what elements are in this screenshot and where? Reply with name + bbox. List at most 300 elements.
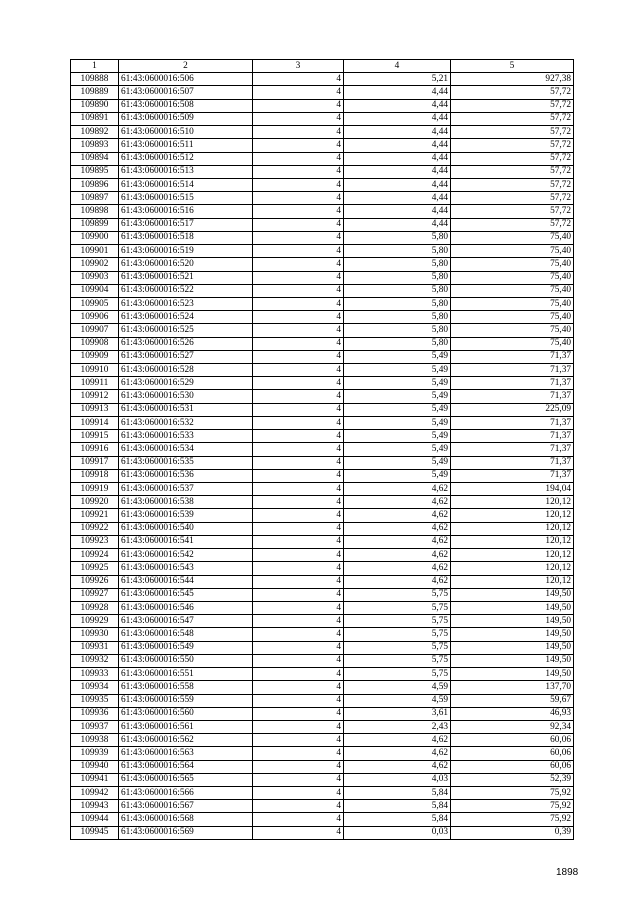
table-cell-col-5: 46,93 bbox=[451, 707, 574, 720]
table-cell-col-5: 149,50 bbox=[451, 668, 574, 681]
table-cell-col-1: 109937 bbox=[71, 720, 119, 733]
table-cell-col-3: 4 bbox=[253, 562, 344, 575]
table-row bbox=[71, 205, 574, 218]
table-cell-col-3: 4 bbox=[253, 311, 344, 324]
table-cell-col-2: 61:43:0600016:530 bbox=[119, 390, 253, 403]
table-cell-col-3: 4 bbox=[253, 139, 344, 152]
table-row bbox=[71, 654, 574, 667]
table-cell-col-5: 120,12 bbox=[451, 562, 574, 575]
table-cell-col-5: 120,12 bbox=[451, 535, 574, 548]
table-cell-col-3: 4 bbox=[253, 390, 344, 403]
table-cell-col-1: 109934 bbox=[71, 681, 119, 694]
table-row bbox=[71, 601, 574, 614]
table-cell-col-3: 4 bbox=[253, 297, 344, 310]
table-cell-col-4: 5,49 bbox=[344, 443, 451, 456]
table-cell-col-3: 4 bbox=[253, 271, 344, 284]
table-cell-col-3: 4 bbox=[253, 443, 344, 456]
table-cell-col-3: 4 bbox=[253, 350, 344, 363]
table-cell-col-2: 61:43:0600016:541 bbox=[119, 535, 253, 548]
table-cell-col-5: 149,50 bbox=[451, 654, 574, 667]
table-row bbox=[71, 681, 574, 694]
table-cell-col-4: 4,62 bbox=[344, 734, 451, 747]
table-cell-col-3: 4 bbox=[253, 760, 344, 773]
table-row bbox=[71, 99, 574, 112]
table-cell-col-3: 4 bbox=[253, 73, 344, 86]
table-cell-col-1: 109911 bbox=[71, 377, 119, 390]
table-cell-col-5: 60,06 bbox=[451, 747, 574, 760]
table-cell-col-4: 4,59 bbox=[344, 694, 451, 707]
table-cell-col-5: 57,72 bbox=[451, 99, 574, 112]
table-cell-col-4: 5,80 bbox=[344, 337, 451, 350]
table-cell-col-4: 5,75 bbox=[344, 668, 451, 681]
table-cell-col-2: 61:43:0600016:540 bbox=[119, 522, 253, 535]
table-row bbox=[71, 416, 574, 429]
table-cell-col-2: 61:43:0600016:510 bbox=[119, 126, 253, 139]
table-cell-col-3: 4 bbox=[253, 403, 344, 416]
table-cell-col-5: 120,12 bbox=[451, 522, 574, 535]
table-row bbox=[71, 496, 574, 509]
table-cell-col-2: 61:43:0600016:547 bbox=[119, 615, 253, 628]
table-cell-col-2: 61:43:0600016:537 bbox=[119, 483, 253, 496]
table-cell-col-4: 4,62 bbox=[344, 522, 451, 535]
table-cell-col-1: 109916 bbox=[71, 443, 119, 456]
table-row bbox=[71, 126, 574, 139]
table-cell-col-2: 61:43:0600016:525 bbox=[119, 324, 253, 337]
table-cell-col-5: 71,37 bbox=[451, 350, 574, 363]
table-cell-col-4: 5,49 bbox=[344, 403, 451, 416]
table-cell-col-1: 109907 bbox=[71, 324, 119, 337]
table-cell-col-5: 92,34 bbox=[451, 720, 574, 733]
table-cell-col-1: 109899 bbox=[71, 218, 119, 231]
table-cell-col-2: 61:43:0600016:562 bbox=[119, 734, 253, 747]
table-cell-col-3: 4 bbox=[253, 535, 344, 548]
table-cell-col-4: 4,62 bbox=[344, 575, 451, 588]
table-row bbox=[71, 112, 574, 125]
table-cell-col-4: 5,49 bbox=[344, 456, 451, 469]
table-cell-col-3: 4 bbox=[253, 575, 344, 588]
table-cell-col-5: 149,50 bbox=[451, 588, 574, 601]
table-cell-col-4: 5,80 bbox=[344, 245, 451, 258]
table-cell-col-1: 109927 bbox=[71, 588, 119, 601]
table-cell-col-1: 109910 bbox=[71, 364, 119, 377]
table-cell-col-1: 109891 bbox=[71, 112, 119, 125]
table-cell-col-1: 109930 bbox=[71, 628, 119, 641]
table-cell-col-5: 75,92 bbox=[451, 787, 574, 800]
table-cell-col-4: 4,62 bbox=[344, 535, 451, 548]
table-row bbox=[71, 535, 574, 548]
table-cell-col-5: 57,72 bbox=[451, 178, 574, 191]
table-cell-col-2: 61:43:0600016:569 bbox=[119, 826, 253, 839]
table-cell-col-1: 109924 bbox=[71, 549, 119, 562]
table-cell-col-4: 5,75 bbox=[344, 628, 451, 641]
table-cell-col-5: 120,12 bbox=[451, 549, 574, 562]
table-cell-col-2: 61:43:0600016:507 bbox=[119, 86, 253, 99]
table-cell-col-3: 4 bbox=[253, 509, 344, 522]
table-cell-col-2: 61:43:0600016:524 bbox=[119, 311, 253, 324]
table-cell-col-5: 75,40 bbox=[451, 284, 574, 297]
table-cell-col-4: 4,44 bbox=[344, 99, 451, 112]
table-cell-col-3: 4 bbox=[253, 245, 344, 258]
table-cell-col-4: 4,62 bbox=[344, 549, 451, 562]
table-cell-col-4: 5,49 bbox=[344, 377, 451, 390]
table-row bbox=[71, 73, 574, 86]
table-row bbox=[71, 747, 574, 760]
table-body bbox=[71, 73, 574, 840]
table-cell-col-4: 5,49 bbox=[344, 416, 451, 429]
table-cell-col-1: 109917 bbox=[71, 456, 119, 469]
table-cell-col-4: 5,80 bbox=[344, 297, 451, 310]
table-cell-col-3: 4 bbox=[253, 588, 344, 601]
table-cell-col-3: 4 bbox=[253, 615, 344, 628]
table-cell-col-1: 109935 bbox=[71, 694, 119, 707]
table-cell-col-5: 57,72 bbox=[451, 139, 574, 152]
table-row bbox=[71, 456, 574, 469]
table-cell-col-4: 5,80 bbox=[344, 324, 451, 337]
table-cell-col-1: 109900 bbox=[71, 231, 119, 244]
table-cell-col-4: 5,21 bbox=[344, 73, 451, 86]
table-row bbox=[71, 800, 574, 813]
table-cell-col-2: 61:43:0600016:508 bbox=[119, 99, 253, 112]
table-cell-col-2: 61:43:0600016:526 bbox=[119, 337, 253, 350]
table-row bbox=[71, 218, 574, 231]
table-cell-col-2: 61:43:0600016:542 bbox=[119, 549, 253, 562]
table-cell-col-2: 61:43:0600016:523 bbox=[119, 297, 253, 310]
table-cell-col-3: 4 bbox=[253, 549, 344, 562]
table-cell-col-3: 4 bbox=[253, 668, 344, 681]
table-cell-col-3: 4 bbox=[253, 469, 344, 482]
table-cell-col-4: 5,75 bbox=[344, 641, 451, 654]
table-cell-col-4: 4,44 bbox=[344, 112, 451, 125]
table-row bbox=[71, 377, 574, 390]
table-row bbox=[71, 443, 574, 456]
table-cell-col-4: 5,80 bbox=[344, 271, 451, 284]
table-cell-col-3: 4 bbox=[253, 522, 344, 535]
table-cell-col-5: 71,37 bbox=[451, 364, 574, 377]
table-cell-col-2: 61:43:0600016:529 bbox=[119, 377, 253, 390]
table-cell-col-2: 61:43:0600016:509 bbox=[119, 112, 253, 125]
table-cell-col-1: 109913 bbox=[71, 403, 119, 416]
table-cell-col-1: 109890 bbox=[71, 99, 119, 112]
table-cell-col-1: 109896 bbox=[71, 178, 119, 191]
table-row bbox=[71, 152, 574, 165]
table-cell-col-5: 71,37 bbox=[451, 416, 574, 429]
table-cell-col-5: 71,37 bbox=[451, 469, 574, 482]
table-cell-col-3: 4 bbox=[253, 720, 344, 733]
table-cell-col-5: 75,40 bbox=[451, 271, 574, 284]
table-cell-col-4: 4,44 bbox=[344, 152, 451, 165]
table-cell-col-1: 109906 bbox=[71, 311, 119, 324]
table-cell-col-2: 61:43:0600016:533 bbox=[119, 430, 253, 443]
table-row bbox=[71, 787, 574, 800]
table-cell-col-2: 61:43:0600016:558 bbox=[119, 681, 253, 694]
table-cell-col-1: 109908 bbox=[71, 337, 119, 350]
table-cell-col-2: 61:43:0600016:545 bbox=[119, 588, 253, 601]
table-cell-col-1: 109905 bbox=[71, 297, 119, 310]
table-cell-col-1: 109942 bbox=[71, 787, 119, 800]
table-cell-col-3: 4 bbox=[253, 601, 344, 614]
table-cell-col-4: 4,44 bbox=[344, 192, 451, 205]
table-cell-col-1: 109912 bbox=[71, 390, 119, 403]
table-cell-col-3: 4 bbox=[253, 258, 344, 271]
table-cell-col-2: 61:43:0600016:546 bbox=[119, 601, 253, 614]
table-row bbox=[71, 245, 574, 258]
table-row bbox=[71, 231, 574, 244]
table-cell-col-3: 4 bbox=[253, 813, 344, 826]
table-row bbox=[71, 641, 574, 654]
column-header-5: 5 bbox=[451, 60, 574, 73]
table-cell-col-1: 109936 bbox=[71, 707, 119, 720]
table-row bbox=[71, 258, 574, 271]
table-cell-col-5: 71,37 bbox=[451, 443, 574, 456]
table-row bbox=[71, 311, 574, 324]
table-cell-col-5: 75,92 bbox=[451, 813, 574, 826]
table-cell-col-4: 4,62 bbox=[344, 509, 451, 522]
table-cell-col-5: 120,12 bbox=[451, 575, 574, 588]
table-cell-col-5: 71,37 bbox=[451, 430, 574, 443]
table-cell-col-5: 57,72 bbox=[451, 205, 574, 218]
table-cell-col-5: 71,37 bbox=[451, 377, 574, 390]
table-cell-col-1: 109929 bbox=[71, 615, 119, 628]
table-row bbox=[71, 668, 574, 681]
column-header-2: 2 bbox=[119, 60, 253, 73]
table-cell-col-1: 109901 bbox=[71, 245, 119, 258]
table-cell-col-4: 4,62 bbox=[344, 760, 451, 773]
table-cell-col-5: 52,39 bbox=[451, 773, 574, 786]
table-cell-col-2: 61:43:0600016:550 bbox=[119, 654, 253, 667]
table-cell-col-3: 4 bbox=[253, 773, 344, 786]
table-cell-col-4: 5,49 bbox=[344, 390, 451, 403]
table-row bbox=[71, 390, 574, 403]
table-cell-col-5: 59,67 bbox=[451, 694, 574, 707]
table-cell-col-5: 57,72 bbox=[451, 126, 574, 139]
table-cell-col-2: 61:43:0600016:551 bbox=[119, 668, 253, 681]
table-row bbox=[71, 509, 574, 522]
table-cell-col-2: 61:43:0600016:519 bbox=[119, 245, 253, 258]
table-row bbox=[71, 694, 574, 707]
table-cell-col-2: 61:43:0600016:521 bbox=[119, 271, 253, 284]
table-cell-col-4: 5,49 bbox=[344, 350, 451, 363]
table-cell-col-5: 149,50 bbox=[451, 615, 574, 628]
table-cell-col-3: 4 bbox=[253, 152, 344, 165]
table-cell-col-4: 2,43 bbox=[344, 720, 451, 733]
table-cell-col-1: 109889 bbox=[71, 86, 119, 99]
table-cell-col-2: 61:43:0600016:527 bbox=[119, 350, 253, 363]
header-row bbox=[71, 60, 574, 73]
table-cell-col-4: 5,75 bbox=[344, 588, 451, 601]
table-cell-col-5: 57,72 bbox=[451, 165, 574, 178]
table-row bbox=[71, 707, 574, 720]
table-cell-col-2: 61:43:0600016:528 bbox=[119, 364, 253, 377]
table-row bbox=[71, 813, 574, 826]
table-cell-col-2: 61:43:0600016:515 bbox=[119, 192, 253, 205]
table-cell-col-3: 4 bbox=[253, 641, 344, 654]
table-row bbox=[71, 364, 574, 377]
column-header-4: 4 bbox=[344, 60, 451, 73]
table-cell-col-5: 75,92 bbox=[451, 800, 574, 813]
table-cell-col-5: 149,50 bbox=[451, 601, 574, 614]
table-cell-col-3: 4 bbox=[253, 284, 344, 297]
table-cell-col-5: 75,40 bbox=[451, 258, 574, 271]
table-cell-col-3: 4 bbox=[253, 205, 344, 218]
table-cell-col-3: 4 bbox=[253, 377, 344, 390]
table-row bbox=[71, 522, 574, 535]
table-cell-col-2: 61:43:0600016:516 bbox=[119, 205, 253, 218]
table-row bbox=[71, 178, 574, 191]
table-cell-col-1: 109923 bbox=[71, 535, 119, 548]
table-cell-col-1: 109919 bbox=[71, 483, 119, 496]
table-cell-col-3: 4 bbox=[253, 178, 344, 191]
table-cell-col-3: 4 bbox=[253, 483, 344, 496]
table-cell-col-2: 61:43:0600016:566 bbox=[119, 787, 253, 800]
table-row bbox=[71, 588, 574, 601]
table-row bbox=[71, 826, 574, 839]
table-cell-col-5: 57,72 bbox=[451, 112, 574, 125]
table-cell-col-5: 57,72 bbox=[451, 86, 574, 99]
table-cell-col-2: 61:43:0600016:559 bbox=[119, 694, 253, 707]
table-row bbox=[71, 139, 574, 152]
table-cell-col-1: 109894 bbox=[71, 152, 119, 165]
table-row bbox=[71, 165, 574, 178]
table-cell-col-1: 109904 bbox=[71, 284, 119, 297]
table-cell-col-4: 4,44 bbox=[344, 218, 451, 231]
table-cell-col-3: 4 bbox=[253, 192, 344, 205]
table-cell-col-4: 5,49 bbox=[344, 430, 451, 443]
table-cell-col-2: 61:43:0600016:549 bbox=[119, 641, 253, 654]
table-cell-col-4: 0,03 bbox=[344, 826, 451, 839]
table-cell-col-4: 5,75 bbox=[344, 654, 451, 667]
table-row bbox=[71, 628, 574, 641]
table-row bbox=[71, 734, 574, 747]
table-cell-col-1: 109914 bbox=[71, 416, 119, 429]
table-cell-col-4: 4,62 bbox=[344, 496, 451, 509]
table-cell-col-2: 61:43:0600016:563 bbox=[119, 747, 253, 760]
table-cell-col-4: 5,49 bbox=[344, 364, 451, 377]
table-cell-col-3: 4 bbox=[253, 218, 344, 231]
table-cell-col-3: 4 bbox=[253, 826, 344, 839]
table-cell-col-4: 5,75 bbox=[344, 601, 451, 614]
table-cell-col-4: 5,80 bbox=[344, 284, 451, 297]
table-row bbox=[71, 760, 574, 773]
table-cell-col-1: 109928 bbox=[71, 601, 119, 614]
table-cell-col-2: 61:43:0600016:535 bbox=[119, 456, 253, 469]
table-cell-col-2: 61:43:0600016:538 bbox=[119, 496, 253, 509]
table-cell-col-2: 61:43:0600016:548 bbox=[119, 628, 253, 641]
table-row bbox=[71, 483, 574, 496]
column-header-1: 1 bbox=[71, 60, 119, 73]
table-cell-col-5: 75,40 bbox=[451, 297, 574, 310]
table-cell-col-3: 4 bbox=[253, 496, 344, 509]
table-cell-col-5: 57,72 bbox=[451, 218, 574, 231]
table-row bbox=[71, 549, 574, 562]
table-cell-col-1: 109943 bbox=[71, 800, 119, 813]
table-cell-col-5: 57,72 bbox=[451, 152, 574, 165]
table-cell-col-1: 109939 bbox=[71, 747, 119, 760]
table-cell-col-5: 75,40 bbox=[451, 337, 574, 350]
table-row bbox=[71, 271, 574, 284]
table-cell-col-4: 4,44 bbox=[344, 178, 451, 191]
table-cell-col-4: 4,44 bbox=[344, 139, 451, 152]
table-cell-col-4: 4,44 bbox=[344, 86, 451, 99]
table-cell-col-1: 109897 bbox=[71, 192, 119, 205]
table-cell-col-1: 109941 bbox=[71, 773, 119, 786]
table-cell-col-1: 109915 bbox=[71, 430, 119, 443]
table-cell-col-2: 61:43:0600016:506 bbox=[119, 73, 253, 86]
table-cell-col-2: 61:43:0600016:544 bbox=[119, 575, 253, 588]
table-cell-col-3: 4 bbox=[253, 337, 344, 350]
table-row bbox=[71, 284, 574, 297]
table-cell-col-1: 109902 bbox=[71, 258, 119, 271]
table-cell-col-1: 109944 bbox=[71, 813, 119, 826]
table-cell-col-2: 61:43:0600016:565 bbox=[119, 773, 253, 786]
table-cell-col-2: 61:43:0600016:520 bbox=[119, 258, 253, 271]
table-cell-col-2: 61:43:0600016:511 bbox=[119, 139, 253, 152]
table-cell-col-3: 4 bbox=[253, 112, 344, 125]
table-cell-col-4: 4,03 bbox=[344, 773, 451, 786]
table-cell-col-2: 61:43:0600016:568 bbox=[119, 813, 253, 826]
table-cell-col-5: 149,50 bbox=[451, 641, 574, 654]
table-row bbox=[71, 430, 574, 443]
table-cell-col-4: 3,61 bbox=[344, 707, 451, 720]
table-row bbox=[71, 562, 574, 575]
table-cell-col-4: 5,80 bbox=[344, 258, 451, 271]
table-cell-col-1: 109945 bbox=[71, 826, 119, 839]
table-cell-col-1: 109931 bbox=[71, 641, 119, 654]
table-cell-col-3: 4 bbox=[253, 734, 344, 747]
table-cell-col-5: 120,12 bbox=[451, 496, 574, 509]
table-cell-col-1: 109932 bbox=[71, 654, 119, 667]
table-cell-col-4: 5,80 bbox=[344, 311, 451, 324]
table-cell-col-2: 61:43:0600016:522 bbox=[119, 284, 253, 297]
table-row bbox=[71, 86, 574, 99]
table-cell-col-4: 4,59 bbox=[344, 681, 451, 694]
table-cell-col-1: 109921 bbox=[71, 509, 119, 522]
table-cell-col-5: 60,06 bbox=[451, 760, 574, 773]
table-cell-col-2: 61:43:0600016:512 bbox=[119, 152, 253, 165]
table-row bbox=[71, 575, 574, 588]
table-cell-col-2: 61:43:0600016:517 bbox=[119, 218, 253, 231]
table-cell-col-3: 4 bbox=[253, 86, 344, 99]
table-cell-col-1: 109933 bbox=[71, 668, 119, 681]
table-cell-col-1: 109893 bbox=[71, 139, 119, 152]
table-cell-col-3: 4 bbox=[253, 707, 344, 720]
table-cell-col-3: 4 bbox=[253, 430, 344, 443]
table-cell-col-4: 5,84 bbox=[344, 813, 451, 826]
table-cell-col-2: 61:43:0600016:532 bbox=[119, 416, 253, 429]
table-row bbox=[71, 192, 574, 205]
table-row bbox=[71, 773, 574, 786]
table-cell-col-3: 4 bbox=[253, 231, 344, 244]
table-cell-col-5: 149,50 bbox=[451, 628, 574, 641]
table-cell-col-3: 4 bbox=[253, 126, 344, 139]
table-cell-col-5: 137,70 bbox=[451, 681, 574, 694]
table-cell-col-5: 927,38 bbox=[451, 73, 574, 86]
table-cell-col-2: 61:43:0600016:567 bbox=[119, 800, 253, 813]
table-cell-col-3: 4 bbox=[253, 324, 344, 337]
table-cell-col-5: 60,06 bbox=[451, 734, 574, 747]
table-cell-col-4: 4,44 bbox=[344, 165, 451, 178]
table-cell-col-4: 5,49 bbox=[344, 469, 451, 482]
table-cell-col-2: 61:43:0600016:513 bbox=[119, 165, 253, 178]
table-row bbox=[71, 469, 574, 482]
table-row bbox=[71, 337, 574, 350]
table-cell-col-2: 61:43:0600016:564 bbox=[119, 760, 253, 773]
table-cell-col-3: 4 bbox=[253, 456, 344, 469]
table-cell-col-1: 109888 bbox=[71, 73, 119, 86]
table-cell-col-4: 5,84 bbox=[344, 800, 451, 813]
table-cell-col-2: 61:43:0600016:536 bbox=[119, 469, 253, 482]
table-cell-col-5: 57,72 bbox=[451, 192, 574, 205]
table-cell-col-2: 61:43:0600016:518 bbox=[119, 231, 253, 244]
